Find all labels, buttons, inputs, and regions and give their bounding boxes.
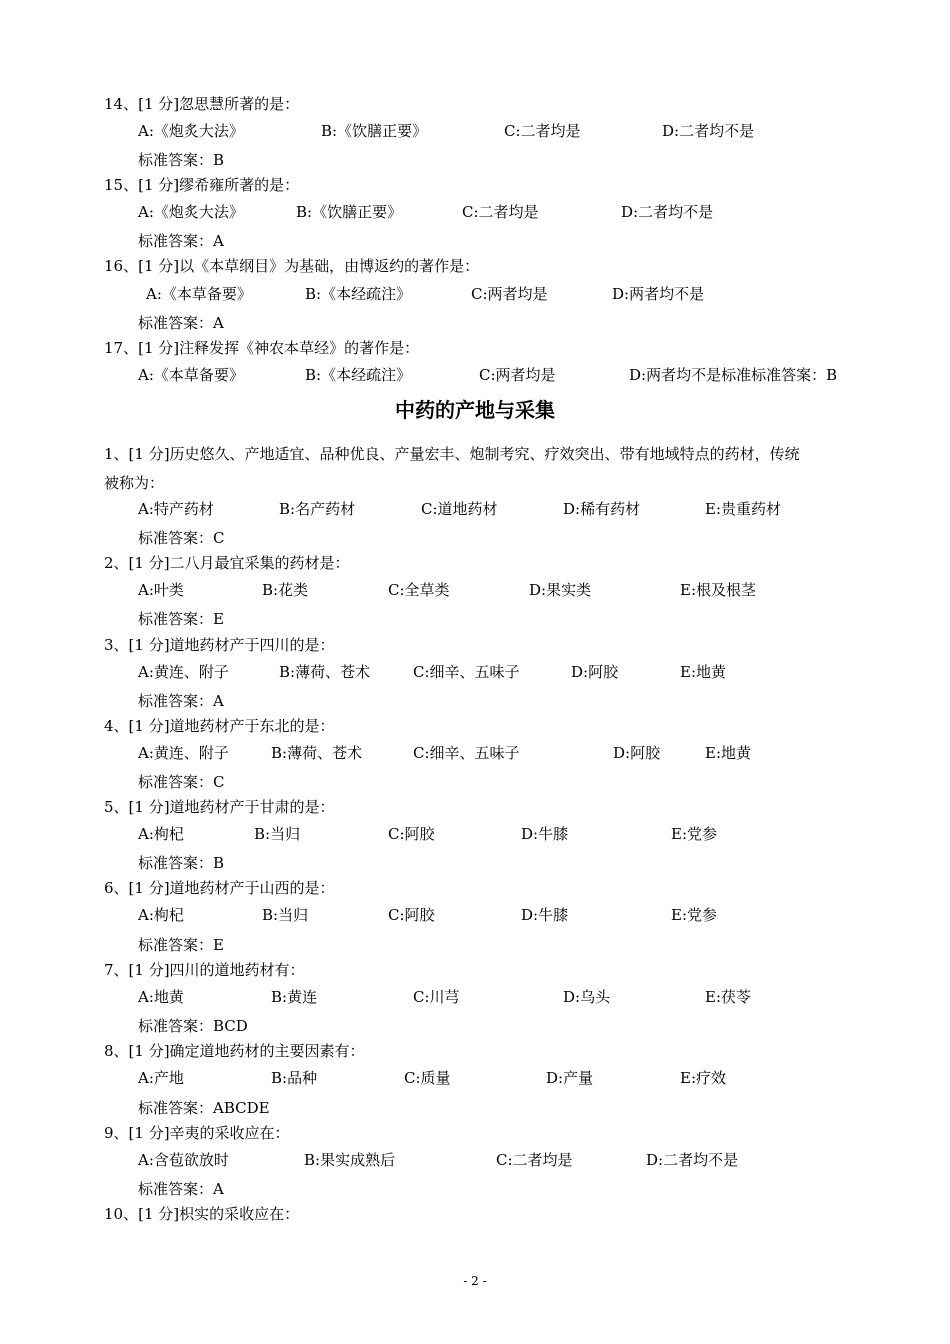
answer: 标准答案：E — [138, 610, 224, 628]
answer: 标准答案：C — [138, 773, 225, 791]
option: D:阿胶 — [571, 663, 619, 681]
option: D:牛膝 — [521, 825, 569, 843]
option: A:黄连、附子 — [138, 744, 229, 762]
option: D:稀有药材 — [563, 500, 641, 518]
option: A:黄连、附子 — [138, 663, 229, 681]
question-stem: 5、[1 分]道地药材产于甘肃的是： — [104, 798, 335, 816]
question-stem: 15、[1 分]缪希雍所著的是： — [104, 176, 300, 194]
option: B:花类 — [262, 581, 309, 599]
option: C:全草类 — [388, 581, 450, 599]
answer: 标准答案：B — [138, 151, 225, 169]
option: C:道地药材 — [421, 500, 498, 518]
option: B:当归 — [262, 906, 309, 924]
option: A:产地 — [138, 1069, 184, 1087]
question-stem-continued: 被称为： — [104, 474, 165, 492]
answer: 标准答案：A — [138, 232, 224, 250]
answer: 标准答案：B — [138, 854, 225, 872]
option: B:果实成熟后 — [304, 1151, 396, 1169]
option: B:《本经疏注》 — [305, 285, 412, 303]
option: E:党参 — [671, 825, 718, 843]
option: E:贵重药材 — [705, 500, 782, 518]
option: D:产量 — [546, 1069, 594, 1087]
option: B:《饮膳正要》 — [321, 122, 428, 140]
option: A:枸杞 — [138, 906, 184, 924]
option: A:特产药材 — [138, 500, 214, 518]
option: D:乌头 — [563, 988, 611, 1006]
option: C:二者均是 — [462, 203, 539, 221]
question-stem: 2、[1 分]二八月最宜采集的药材是： — [104, 554, 350, 572]
option: D:阿胶 — [613, 744, 661, 762]
answer: 标准答案：C — [138, 529, 225, 547]
option: A:地黄 — [138, 988, 184, 1006]
option: B:《本经疏注》 — [305, 366, 412, 384]
option: E:疗效 — [680, 1069, 727, 1087]
option: B:薄荷、苍术 — [279, 663, 371, 681]
option: D:二者均不是 — [662, 122, 755, 140]
option: C:阿胶 — [388, 825, 435, 843]
question-stem: 8、[1 分]确定道地药材的主要因素有： — [104, 1042, 365, 1060]
answer: 标准答案：E — [138, 936, 224, 954]
answer: 标准答案：A — [138, 692, 224, 710]
option: D:二者均不是 — [621, 203, 714, 221]
question-stem: 10、[1 分]枳实的采收应在： — [104, 1205, 300, 1223]
question-stem: 3、[1 分]道地药材产于四川的是： — [104, 636, 335, 654]
section-title: 中药的产地与采集 — [395, 398, 555, 422]
option: E:茯苓 — [705, 988, 752, 1006]
question-stem: 4、[1 分]道地药材产于东北的是： — [104, 717, 335, 735]
question-stem: 16、[1 分]以《本草纲目》为基础，由博返约的著作是： — [104, 257, 480, 275]
option: E:地黄 — [705, 744, 752, 762]
option: A:《本草备要》 — [138, 366, 244, 384]
option: D:两者均不是标准标准答案：B — [629, 366, 838, 384]
option: D:果实类 — [529, 581, 592, 599]
option: C:二者均是 — [504, 122, 581, 140]
option: B:品种 — [271, 1069, 318, 1087]
option: B:当归 — [254, 825, 301, 843]
question-stem: 6、[1 分]道地药材产于山西的是： — [104, 879, 335, 897]
answer: 标准答案：BCD — [138, 1017, 248, 1035]
option: B:薄荷、苍术 — [271, 744, 363, 762]
option: B:黄连 — [271, 988, 318, 1006]
option: A:《炮炙大法》 — [138, 203, 244, 221]
question-stem: 9、[1 分]辛夷的采收应在： — [104, 1124, 290, 1142]
option: C:细辛、五味子 — [413, 744, 520, 762]
option: B:《饮膳正要》 — [296, 203, 403, 221]
option: A:《本草备要》 — [146, 285, 252, 303]
option: C:两者均是 — [479, 366, 556, 384]
option: A:叶类 — [138, 581, 184, 599]
option: C:二者均是 — [496, 1151, 573, 1169]
question-stem: 7、[1 分]四川的道地药材有： — [104, 961, 305, 979]
option: C:川芎 — [413, 988, 460, 1006]
answer: 标准答案：ABCDE — [138, 1099, 270, 1117]
option: A:含苞欲放时 — [138, 1151, 229, 1169]
page-number: - 2 - — [463, 1274, 487, 1288]
option: D:两者均不是 — [612, 285, 705, 303]
option: B:名产药材 — [279, 500, 356, 518]
option: E:地黄 — [680, 663, 727, 681]
answer: 标准答案：A — [138, 1180, 224, 1198]
question-stem: 17、[1 分]注释发挥《神农本草经》的著作是： — [104, 339, 420, 357]
option: D:牛膝 — [521, 906, 569, 924]
question-stem: 14、[1 分]忽思慧所著的是： — [104, 95, 300, 113]
option: A:枸杞 — [138, 825, 184, 843]
option: E:根及根茎 — [680, 581, 757, 599]
option: E:党参 — [671, 906, 718, 924]
option: D:二者均不是 — [646, 1151, 739, 1169]
option: A:《炮炙大法》 — [138, 122, 244, 140]
option: C:质量 — [404, 1069, 451, 1087]
option: C:细辛、五味子 — [413, 663, 520, 681]
option: C:两者均是 — [471, 285, 548, 303]
question-stem: 1、[1 分]历史悠久、产地适宜、品种优良、产量宏丰、炮制考究、疗效突出、带有地域特点的药材，传统 — [104, 445, 800, 463]
answer: 标准答案：A — [138, 314, 224, 332]
option: C:阿胶 — [388, 906, 435, 924]
